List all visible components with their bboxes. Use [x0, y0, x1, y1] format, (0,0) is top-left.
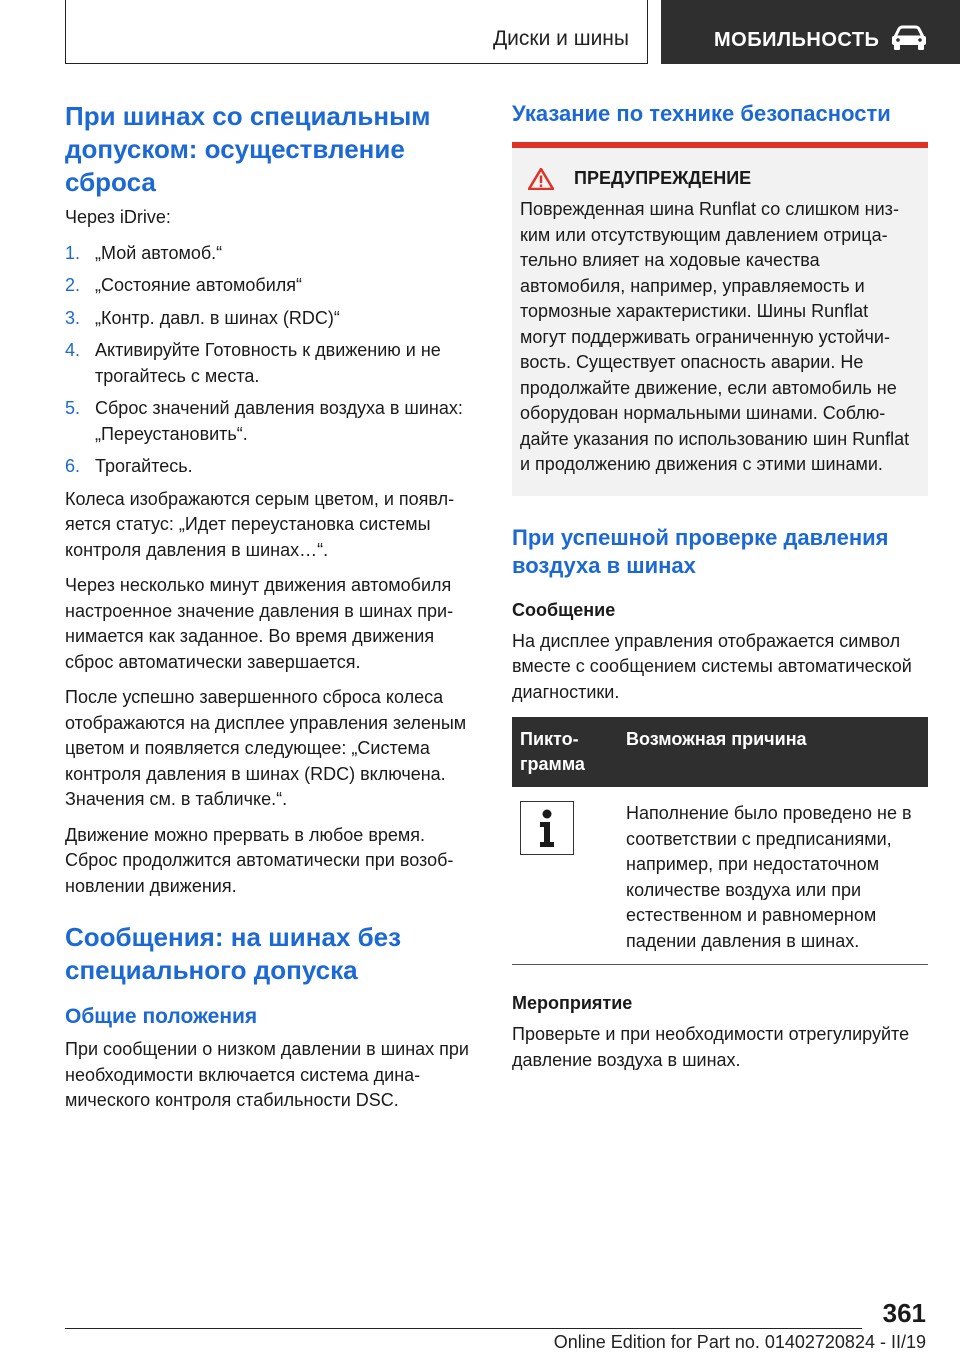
heading-action: Мероприятие [512, 993, 633, 1013]
header-chapter-title: МОБИЛЬНОСТЬ [714, 29, 880, 51]
paragraph-action: Проверьте и при необходимости отрегулируйте давление воздуха в шинах. [512, 1024, 910, 1070]
heading-messages: Сообщения: на шинах без специального допуска [65, 922, 402, 985]
cause-table [512, 717, 928, 965]
warning-title: ПРЕДУПРЕЖДЕНИЕ [574, 168, 752, 188]
paragraph-success: После успешно завершенного сброса колеса отображаются на дисплее управления зеленым цветом и появляется следующее: „Система контроля давления в шинах (RDC) включена. Значения см. в табличке.“. [65, 687, 467, 809]
heading-success-check: При успешной проверке давления воздуха в шинах [512, 524, 889, 578]
header-chapter-tab [661, 0, 960, 64]
page-number: 361 [882, 1298, 926, 1328]
paragraph-dsc: При сообщении о низком давлении в шинах при необходимости включается система динамического контроля стабильности DSC. [65, 1039, 469, 1110]
warning-box [512, 142, 928, 496]
list-item: 5. Сброс значений давления воздуха в шинах: „Переустановить“. [65, 398, 463, 444]
col-header-cause: Возможная причина [618, 717, 928, 787]
reset-steps-list [65, 241, 477, 480]
table-header-row [512, 717, 928, 787]
left-column [65, 100, 477, 1114]
car-icon [889, 25, 929, 51]
warning-text: Поврежденная шина Runflat со слишком низким или отсутствующим давлением отрицательно влияет на ходовые качества автомобиля, например, управляемость и тормозные характеристики. Шины Runflat могут поддерживать ограниченную устойчивость. Существует опасность аварии. Не продолжайте движение, если автомобиль не оборудован нормальными шинами. Соблюдайте указания по использованию шин Runflat и продолжению движения с этими шинами. [520, 199, 910, 474]
header-section-title: Диски и шины [492, 27, 629, 50]
info-icon [520, 801, 574, 855]
warning-triangle-icon [528, 168, 554, 190]
heading-message: Сообщение [512, 599, 616, 620]
list-item: 1. „Мой автомоб.“ [65, 242, 223, 263]
list-item: 6. Трогайтесь. [65, 456, 193, 476]
footer-edition: Online Edition for Part no. 01402720824 - II/19 [553, 1332, 926, 1352]
table-row [512, 787, 928, 965]
heading-reset: При шинах со специальным допуском: осуществление сброса [65, 101, 431, 197]
heading-safety: Указание по технике безопасности [512, 101, 891, 126]
list-item: 3. „Контр. давл. в шинах (RDC)“ [65, 307, 340, 328]
list-item: 2. „Состояние автомобиля“ [65, 275, 303, 295]
header-section-box [65, 0, 648, 64]
cause-text: Наполнение было проведено не в соответствии с предписаниями, например, при недостаточном количестве воздуха или при естественном и равномерном падении давления в шинах. [618, 787, 928, 965]
paragraph-status: Колеса изображаются серым цветом, и появляется статус: „Идет переустановка системы контроля давления в шинах…“. [65, 488, 455, 560]
heading-general: Общие положения [65, 1005, 258, 1028]
paragraph-interrupt: Движение можно прервать в любое время. Сброс продолжится автоматически при возобновлении движения. [65, 824, 454, 896]
footer-divider [65, 1328, 862, 1329]
via-idrive-text: Через iDrive: [65, 207, 171, 227]
list-item: 4. Активируйте Готовность к движению и не трогайтесь с места. [65, 340, 441, 386]
paragraph-minutes: Через несколько минут движения автомобиля настроенное значение давления в шинах принимается как заданное. Во время движения сброс автоматически завершается. [65, 575, 454, 672]
right-column [512, 100, 928, 1073]
col-header-pictogram: Пиктограмма [512, 717, 618, 787]
paragraph-message: На дисплее управления отображается символ вместе с сообщением системы автоматической диагностики. [512, 630, 912, 702]
